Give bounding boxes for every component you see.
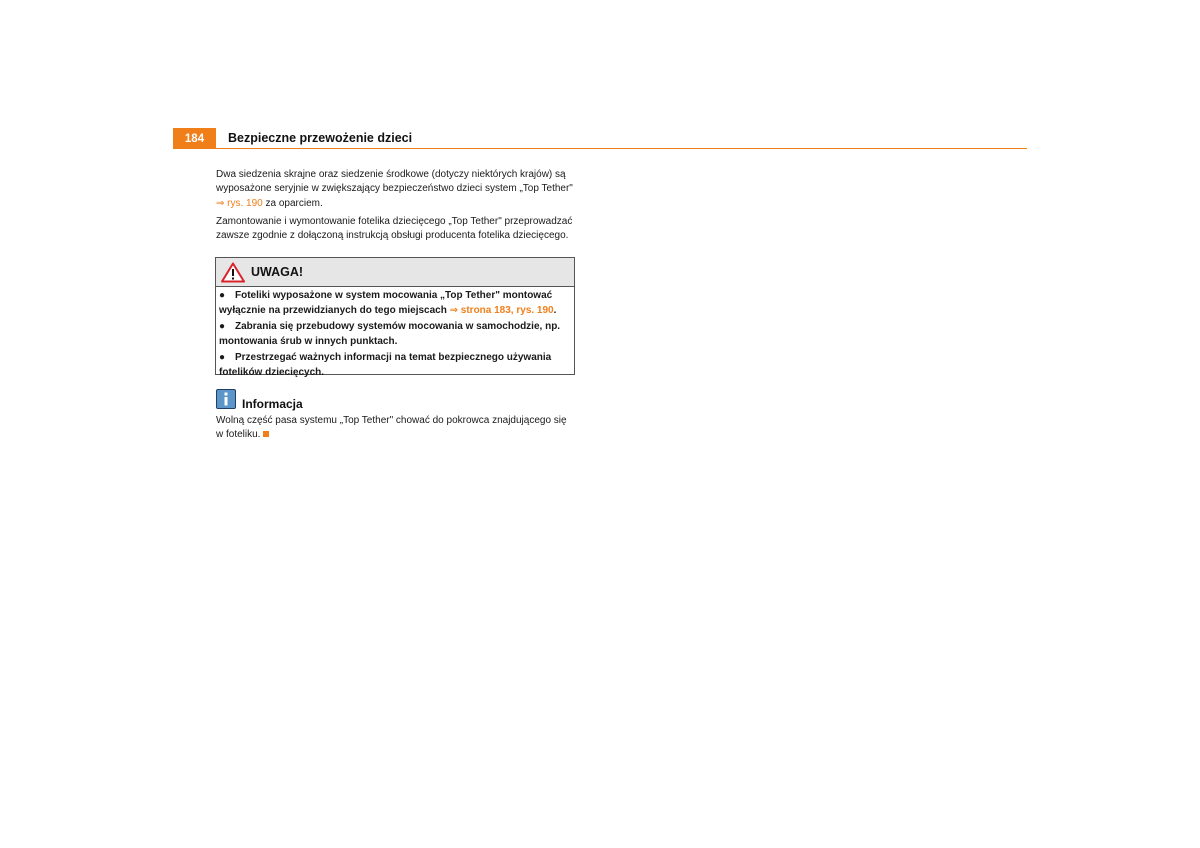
paragraph-top-tether-intro	[216, 168, 576, 211]
warning-header	[216, 258, 574, 287]
warning-title: UWAGA!	[251, 265, 304, 279]
page-reference-link[interactable]: ⇒ strona 183, rys. 190	[449, 304, 554, 316]
warning-item-text: Zabrania się przebudowy systemów mocowania w samochodzie, np. montowania śrub w innych punktach.	[219, 321, 561, 347]
warning-item-text: Przestrzegać ważnych informacji na temat bezpiecznego używania fotelików dziecięcych.	[219, 352, 552, 378]
warning-item	[216, 320, 574, 349]
warning-box	[215, 257, 575, 378]
warning-item-text: Foteliki wyposażone w system mocowania „Top Tether" montować wyłącznie na przewidzianych do tego miejscach	[219, 290, 553, 316]
warning-item	[216, 351, 574, 380]
section-end-marker	[263, 431, 269, 437]
paragraph-installation: Zamontowanie i wymontowanie fotelika dziecięcego „Top Tether" przeprowadzać zawsze zgodnie z dołączoną instrukcją obsługi producenta fotelika dziecięcego.	[216, 216, 573, 242]
page-title: Bezpieczne przewożenie dzieci	[228, 131, 413, 145]
bullet-icon: ●	[219, 352, 226, 363]
paragraph-text-end: za oparciem.	[262, 197, 323, 209]
figure-reference-link[interactable]: ⇒ rys. 190	[216, 197, 263, 209]
header-divider	[173, 148, 1027, 149]
paragraph-text: Dwa siedzenia skrajne oraz siedzenie środkowe (dotyczy niektórych krajów) są wyposażone seryjnie w zwiększający bezpieczeństwo dzieci system „Top Tether"	[216, 169, 573, 195]
page-number: 184	[173, 128, 216, 149]
info-paragraph	[216, 414, 576, 443]
warning-triangle-icon	[221, 262, 245, 283]
bullet-icon: ●	[219, 290, 226, 301]
info-icon	[216, 389, 236, 409]
warning-item	[216, 289, 574, 318]
warning-item-end: .	[553, 304, 557, 316]
info-text: Wolną część pasa systemu „Top Tether" chować do pokrowca znajdującego się w foteliku.	[216, 415, 567, 441]
info-header	[216, 389, 303, 409]
bullet-icon: ●	[219, 321, 226, 332]
info-title: Informacja	[242, 397, 303, 411]
